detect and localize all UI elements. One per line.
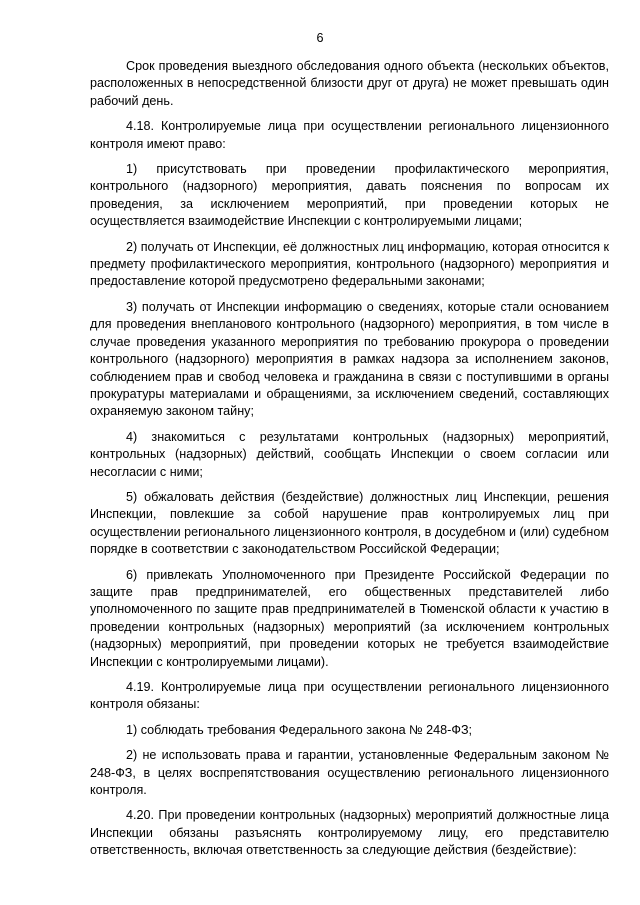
paragraph-right-6: 6) привлекать Уполномоченного при Президенте Российской Федерации по защите прав предпринимателей, его общественных представителей либо уполномоченного по защите прав предпринимателей в Тюменской области к участию в проведении контрольных (надзорных) мероприятий (за исключением контрольных (надзорных) мероприятий, при проведении которых не требуется взаимодействие Инспекции с контролируемыми лицами).	[90, 567, 609, 669]
paragraph-right-4: 4) знакомиться с результатами контрольных (надзорных) мероприятий, контрольных (надзорных) действий, сообщать Инспекции о своем согласии или несогласии с ними;	[90, 429, 609, 479]
paragraph-right-1: 1) присутствовать при проведении профилактического мероприятия, контрольного (надзорного) мероприятия, давать пояснения по вопросам их проведения, за исключением мероприятий, при проведении которых не осуществляется взаимодействие Инспекции с контролируемыми лицами;	[90, 162, 609, 229]
paragraph-right-3: 3) получать от Инспекции информацию о сведениях, которые стали основанием для проведения внепланового контрольного (надзорного) мероприятия, в том числе в случае проведения указанного мероприятия по требованию прокурора о проведении контрольного (надзорного) мероприятия в рамках надзора за исполнением законов, соблюдением прав и свобод человека и гражданина в связи с поступившими в органы прокуратуры материалами и обращениями, за исключением сведений, составляющих охраняемую законом тайну;	[90, 299, 609, 419]
paragraph-4-20-heading: 4.20. При проведении контрольных (надзорных) мероприятий должностные лица Инспекции обязаны разъяснять контролируемому лицу, его представителю ответственность, включая ответственность за следующие действия (бездействие):	[90, 808, 609, 858]
paragraph-right-5: 5) обжаловать действия (бездействие) должностных лиц Инспекции, решения Инспекции, повлекшие за собой нарушение прав контролируемых лиц при осуществлении регионального лицензионного контроля, в досудебном и (или) судебном порядке в соответствии с законодательством Российской Федерации;	[90, 489, 609, 557]
paragraph-duty-2: 2) не использовать права и гарантии, установленные Федеральным законом № 248-ФЗ, в целях воспрепятствования осуществлению регионального лицензионного контроля.	[90, 748, 609, 798]
paragraph-right-2: 2) получать от Инспекции, её должностных лиц информацию, которая относится к предмету профилактического мероприятия, контрольного (надзорного) мероприятия и предоставление которой предусмотрено федеральными законами;	[90, 239, 609, 289]
paragraph-duty-1: 1) соблюдать требования Федерального закона № 248-ФЗ;	[126, 722, 473, 737]
page-number: 6	[316, 31, 324, 45]
paragraph-4-19-heading: 4.19. Контролируемые лица при осуществлении регионального лицензионного контроля обязаны:	[90, 680, 609, 712]
paragraph-inspection-duration: Срок проведения выездного обследования одного объекта (нескольких объектов, расположенных в непосредственной близости друг от друга) не может превышать один рабочий день.	[90, 59, 609, 108]
document-body	[90, 58, 609, 868]
paragraph-4-18-heading: 4.18. Контролируемые лица при осуществлении регионального лицензионного контроля имеют право:	[90, 119, 609, 151]
